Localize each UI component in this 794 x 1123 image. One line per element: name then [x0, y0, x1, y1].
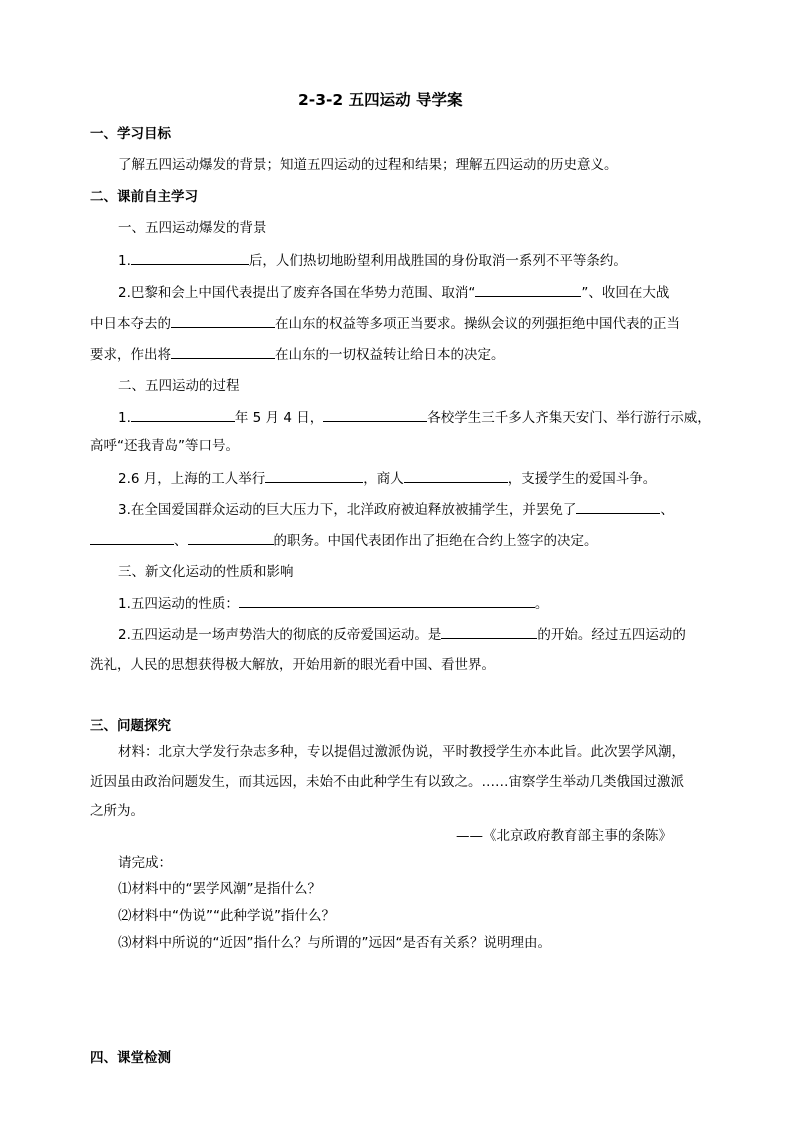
- question-text: ”、收回在大战: [581, 285, 670, 301]
- question-5-line-2: [90, 530, 598, 551]
- question-text: 在山东的权益等多项正当要求。操纵会议的列强拒绝中国代表的正当: [275, 316, 680, 332]
- material-line-2: 近因虽由政治问题发生，而其远因，未始不由此种学生有以致之。……宙察学生举动几类俄国过激派: [90, 774, 684, 790]
- question-2-line-2: [90, 313, 680, 334]
- material-line-1: 材料：北京大学发行杂志多种，专以提倡过激派伪说，平时教授学生亦本此旨。此次罢学风潮，: [118, 744, 685, 760]
- question-7-line-2: 洗礼，人民的思想获得极大解放，开始用新的眼光看中国、看世界。: [90, 657, 495, 673]
- answer-blank[interactable]: [131, 250, 249, 265]
- question-1: [118, 250, 627, 271]
- answer-blank[interactable]: [131, 407, 235, 422]
- section-1-text: 了解五四运动爆发的背景；知道五四运动的过程和结果；理解五四运动的历史意义。: [118, 157, 618, 173]
- answer-blank[interactable]: [188, 530, 274, 545]
- answer-blank[interactable]: [239, 593, 535, 608]
- question-5-line-1: [118, 499, 674, 520]
- task-question-3: ⑶材料中所说的“近因”指什么？与所谓的”远因“是否有关系？说明理由。: [118, 935, 551, 951]
- question-text: 各校学生三千多人齐集天安门、举行游行示威，: [427, 410, 711, 426]
- task-question-1: ⑴材料中的“罢学风潮”是指什么？: [118, 881, 321, 897]
- material-source: ——《北京政府教育部主事的条陈》: [456, 828, 672, 844]
- question-text: 后，人们热切地盼望利用战胜国的身份取消一系列不平等条约。: [248, 253, 627, 269]
- answer-blank[interactable]: [265, 468, 363, 483]
- question-2-line-3: [90, 344, 505, 365]
- subheading-background: 一、五四运动爆发的背景: [118, 220, 267, 236]
- question-text: 的开始。经过五四运动的: [537, 627, 686, 643]
- answer-blank[interactable]: [171, 344, 275, 359]
- question-text: 1.: [118, 410, 131, 426]
- question-text: 2.6 月，上海的工人举行: [118, 471, 266, 487]
- question-text: 年 5 月 4 日，: [234, 410, 324, 426]
- subheading-nature: 三、新文化运动的性质和影响: [118, 564, 294, 580]
- section-4-heading: 四、课堂检测: [90, 1050, 171, 1066]
- question-text: 中日本夺去的: [90, 316, 171, 332]
- question-text: 2.巴黎和会上中国代表提出了废弃各国在华势力范围、取消“: [118, 285, 476, 301]
- answer-blank[interactable]: [323, 407, 427, 422]
- question-3-line-2: 高呼“还我青岛”等口号。: [90, 438, 239, 454]
- answer-blank[interactable]: [475, 282, 581, 297]
- section-3-heading: 三、问题探究: [90, 718, 171, 734]
- question-text: 3.在全国爱国群众运动的巨大压力下，北洋政府被迫释放被捕学生，并罢免了: [118, 502, 577, 518]
- task-prompt: 请完成：: [118, 855, 172, 871]
- question-7-line-1: [118, 624, 686, 645]
- question-text: 2.五四运动是一场声势浩大的彻底的反帝爱国运动。是: [118, 627, 442, 643]
- section-2-heading: 二、课前自主学习: [90, 189, 198, 205]
- question-text: ，支援学生的爱国斗争。: [507, 471, 657, 487]
- question-text: 。: [534, 596, 549, 612]
- question-text: 的职务。中国代表团作出了拒绝在合约上签字的决定。: [273, 533, 598, 549]
- answer-blank[interactable]: [576, 499, 660, 514]
- question-text: 1.五四运动的性质：: [118, 596, 239, 612]
- question-text: 1.: [118, 253, 131, 269]
- question-text: 、: [660, 502, 674, 518]
- question-2-line-1: [118, 282, 669, 303]
- subheading-process: 二、五四运动的过程: [118, 378, 240, 394]
- question-6: [118, 593, 548, 614]
- answer-blank[interactable]: [441, 624, 537, 639]
- question-text: 、: [174, 533, 188, 549]
- answer-blank[interactable]: [171, 313, 275, 328]
- answer-blank[interactable]: [404, 468, 508, 483]
- page-title: 2-3-2 五四运动 导学案: [298, 91, 463, 109]
- question-4: [118, 468, 656, 489]
- task-question-2: ⑵材料中“伪说”“此种学说”指什么？: [118, 908, 335, 924]
- question-3-line-1: [118, 407, 711, 428]
- question-text: 要求，作出将: [90, 347, 171, 363]
- material-line-3: 之所为。: [90, 803, 144, 819]
- answer-blank[interactable]: [90, 530, 174, 545]
- question-text: 在山东的一切权益转让给日本的决定。: [275, 347, 505, 363]
- section-1-heading: 一、学习目标: [90, 126, 171, 142]
- question-text: ，商人: [363, 471, 404, 487]
